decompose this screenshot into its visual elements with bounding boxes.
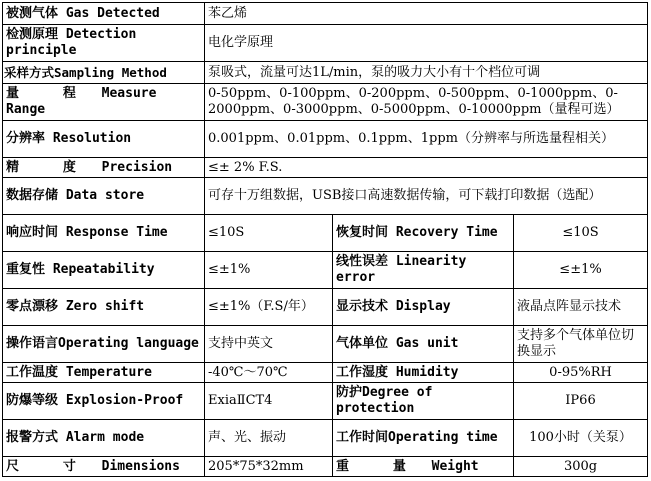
humidity-value: 0-95%RH bbox=[514, 363, 648, 383]
repeatability-value: ≤±1% bbox=[205, 252, 333, 289]
dimensions-label-cn: 尺 寸 bbox=[6, 458, 94, 474]
precision-label-cn: 精 度 bbox=[6, 159, 94, 175]
gas-unit-label: 气体单位 Gas unit bbox=[333, 326, 514, 363]
recovery-label: 恢复时间 Recovery Time bbox=[333, 215, 514, 252]
principle-value: 电化学原理 bbox=[205, 25, 648, 62]
linearity-value: ≤±1% bbox=[514, 252, 648, 289]
zero-shift-value: ≤±1%（F.S/年） bbox=[205, 289, 333, 326]
recovery-value: ≤10S bbox=[514, 215, 648, 252]
language-label: 操作语言Operating language bbox=[3, 326, 205, 363]
precision-label bbox=[3, 158, 205, 178]
protection-label: 防护Degree of protection bbox=[333, 383, 514, 420]
datastore-label: 数据存储 Data store bbox=[3, 178, 205, 215]
sampling-label: 采样方式Sampling Method bbox=[3, 62, 205, 84]
operating-time-label: 工作时间Operating time bbox=[333, 420, 514, 457]
principle-label: 检测原理 Detection principle bbox=[3, 25, 205, 62]
dimensions-label-en: Dimensions bbox=[101, 458, 180, 474]
dimensions-label bbox=[3, 457, 205, 477]
range-label bbox=[3, 84, 205, 121]
humidity-label: 工作湿度 Humidity bbox=[333, 363, 514, 383]
gas-label: 被测气体 Gas Detected bbox=[3, 3, 205, 25]
explosion-label: 防爆等级 Explosion-Proof bbox=[3, 383, 205, 420]
datastore-value: 可存十万组数据，USB接口高速数据传输，可下载打印数据（选配） bbox=[205, 178, 648, 215]
zero-shift-label: 零点漂移 Zero shift bbox=[3, 289, 205, 326]
response-value: ≤10S bbox=[205, 215, 333, 252]
weight-value: 300g bbox=[514, 457, 648, 477]
alarm-value: 声、光、振动 bbox=[205, 420, 333, 457]
weight-label-en: Weight bbox=[431, 458, 479, 474]
repeatability-label: 重复性 Repeatability bbox=[3, 252, 205, 289]
table-row bbox=[3, 62, 648, 84]
temperature-value: -40℃～70℃ bbox=[205, 363, 333, 383]
display-label: 显示技术 Display bbox=[333, 289, 514, 326]
table-row bbox=[3, 289, 648, 326]
table-row bbox=[3, 84, 648, 121]
weight-label-cn: 重 量 bbox=[336, 458, 424, 474]
precision-label-en: Precision bbox=[101, 159, 173, 175]
display-value: 液晶点阵显示技术 bbox=[514, 289, 648, 326]
linearity-label: 线性误差 Linearity error bbox=[333, 252, 514, 289]
table-row bbox=[3, 326, 648, 363]
resolution-label: 分辨率 Resolution bbox=[3, 121, 205, 158]
operating-time-value: 100小时（关泵） bbox=[514, 420, 648, 457]
dimensions-value: 205*75*32mm bbox=[205, 457, 333, 477]
temperature-label: 工作温度 Temperature bbox=[3, 363, 205, 383]
gas-value: 苯乙烯 bbox=[205, 3, 648, 25]
table-row bbox=[3, 383, 648, 420]
table-row bbox=[3, 121, 648, 158]
protection-value: IP66 bbox=[514, 383, 648, 420]
table-row bbox=[3, 25, 648, 62]
spec-table bbox=[2, 2, 648, 477]
gas-unit-value: 支持多个气体单位切换显示 bbox=[514, 326, 648, 363]
explosion-value: ExiaⅡCT4 bbox=[205, 383, 333, 420]
table-row bbox=[3, 178, 648, 215]
table-row bbox=[3, 3, 648, 25]
response-label: 响应时间 Response Time bbox=[3, 215, 205, 252]
range-value: 0-50ppm、0-100ppm、0-200ppm、0-500ppm、0-1000ppm、0-2000ppm、0-3000ppm、0-5000ppm、0-10000ppm（量程可选） bbox=[205, 84, 648, 121]
alarm-label: 报警方式 Alarm mode bbox=[3, 420, 205, 457]
language-value: 支持中英文 bbox=[205, 326, 333, 363]
resolution-value: 0.001ppm、0.01ppm、0.1ppm、1ppm（分辨率与所选量程相关） bbox=[205, 121, 648, 158]
table-row bbox=[3, 457, 648, 477]
table-row bbox=[3, 420, 648, 457]
table-row bbox=[3, 215, 648, 252]
range-label-cn: 量 程 bbox=[6, 86, 94, 101]
table-row bbox=[3, 252, 648, 289]
weight-label bbox=[333, 457, 514, 477]
range-label-en: Measure Range bbox=[6, 86, 157, 117]
precision-value: ≤± 2% F.S. bbox=[205, 158, 648, 178]
sampling-value: 泵吸式，流量可达1L/min，泵的吸力大小有十个档位可调 bbox=[205, 62, 648, 84]
table-row bbox=[3, 158, 648, 178]
table-row bbox=[3, 363, 648, 383]
